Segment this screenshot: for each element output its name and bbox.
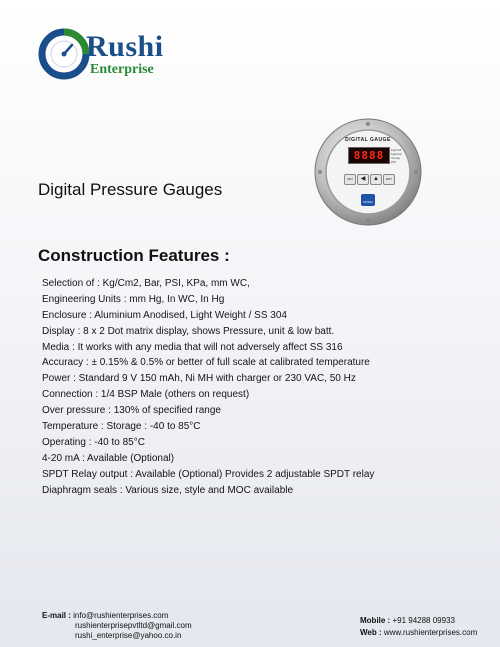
email-label: E-mail : [42, 611, 71, 620]
logo-tagline: Enterprise [90, 62, 154, 77]
gauge-bezel-icon [314, 118, 422, 226]
company-logo [38, 26, 178, 86]
feature-item: Display : 8 x 2 Dot matrix display, shows Pressure, unit & low batt. [42, 325, 335, 337]
feature-item: Media : It works with any media that will not adversely affect SS 316 [42, 341, 343, 353]
email-contact [42, 611, 192, 641]
feature-item: Diaphragm seals : Various size, style and MOC available [42, 484, 294, 496]
website-link[interactable]: www.rushienterprises.com [383, 628, 478, 637]
mobile-number: +91 94288 09933 [392, 616, 455, 625]
email-link[interactable]: rushi_enterprise@yahoo.co.in [75, 631, 182, 640]
gauge-display-digits: 8888 [353, 149, 385, 162]
gauge-display [348, 147, 390, 164]
logo-name: Rushi [86, 30, 164, 63]
gauge-brand-badge: RUSHI [361, 194, 375, 206]
section-title: Construction Features : [38, 246, 230, 265]
email-link[interactable]: rushienterprisepvtltd@gmail.com [75, 621, 192, 630]
feature-item: Operating : -40 to 85°C [42, 436, 145, 448]
feature-item: Accuracy : ± 0.15% & 0.5% or better of full scale at calibrated temperature [42, 357, 370, 369]
email-link[interactable]: info@rushienterprises.com [73, 611, 169, 620]
page-title: Digital Pressure Gauges [38, 180, 223, 199]
feature-item: Enclosure : Aluminium Anodised, Light Weight / SS 304 [42, 309, 287, 321]
gauge-up-button: ▲ [370, 174, 382, 185]
feature-item: Over pressure : 130% of specified range [42, 405, 221, 417]
feature-item: 4-20 mA : Available (Optional) [42, 452, 175, 464]
feature-item: Connection : 1/4 BSP Male (others on request) [42, 389, 250, 401]
gauge-units-label: Kg/cm2 Kg/Cm2 mmHg PSI [391, 148, 402, 164]
gauge-set-button: SET [344, 174, 356, 185]
gauge-panel-title: DIGITAL GAUGE [345, 137, 391, 143]
feature-list [42, 276, 374, 498]
feature-item: Temperature : Storage : -40 to 85°C [42, 421, 201, 433]
web-label: Web : [360, 628, 382, 637]
digital-gauge-image [314, 118, 422, 226]
feature-item: Engineering Units : mm Hg, In WC, In Hg [42, 293, 225, 305]
feature-item: Selection of : Kg/Cm2, Bar, PSI, KPa, mm WC, [42, 278, 250, 289]
phone-web-contact [360, 615, 477, 639]
gauge-enter-button: ENT [383, 174, 395, 185]
feature-item: SPDT Relay output : Available (Optional) Provides 2 adjustable SPDT relay [42, 468, 375, 480]
mobile-label: Mobile : [360, 616, 391, 625]
gauge-left-button: ◀ [357, 174, 369, 185]
feature-item: Power : Standard 9 V 150 mAh, Ni MH with charger or 230 VAC, 50 Hz [42, 373, 356, 385]
